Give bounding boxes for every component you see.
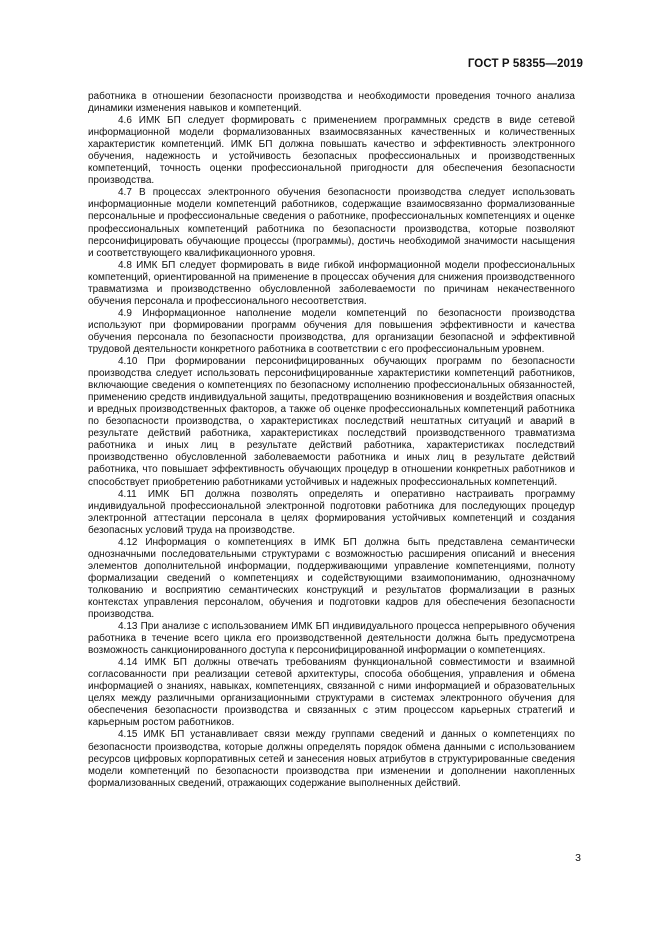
paragraph-4-14: 4.14 ИМК БП должны отвечать требованиям функциональной совместимости и взаимной согласованности при реализации сетевой архитектуры, способа обобщения, управления и обмена информацией о знаниях, навыках, компетенциях, связанной с ними информацией и образовательных целях между различными организационными структурами в системах электронного обучения для обеспечения безопасности производства и связанных с этим процессом карьерных стратегий и карьерным ростом работников. <box>88 657 575 729</box>
standard-code: ГОСТ Р 58355—2019 <box>467 58 583 70</box>
paragraph-4-12: 4.12 Информация о компетенциях в ИМК БП должна быть представлена семантически однозначными последовательными структурами с возможностью расширения описаний и внесения элементов дополнительной информации, поддерживающими управление компетенциями, полноту формализации сведений о компетенциях и содействующими взаимопониманию, однозначному толкованию и восприятию семантических конструкций и результатов формализации в разных контекстах управления персоналом, обучения и подготовки кадров для обеспечения безопасности производства. <box>88 536 575 621</box>
paragraph-4-13: 4.13 При анализе с использованием ИМК БП индивидуального процесса непрерывного обучения работника в течение всего цикла его производственной деятельности должна быть предусмотрена возможность санкционированного доступа к персонифицированной информации о компетенциях. <box>88 621 575 657</box>
paragraph-4-11: 4.11 ИМК БП должна позволять определять и оперативно настраивать программу индивидуальной профессиональной электронной подготовки работника для последующих процедур электронной аттестации персонала в целях формирования устойчивых компетенций и создания безопасных условий труда на производстве. <box>88 488 575 536</box>
document-body <box>88 91 575 790</box>
paragraph-4-6: 4.6 ИМК БП следует формировать с применением программных средств в виде сетевой информационной модели формализованных взаимосвязанных качественных и количественных характеристик компетенций. ИМК БП должна повышать качество и эффективность электронного обучения, надежность и устойчивость безопасных профессиональных и производственных компетенций, точность оценки профессиональной пригодности для обеспечения безопасности производства. <box>88 115 575 187</box>
paragraph-4-8: 4.8 ИМК БП следует формировать в виде гибкой информационной модели профессиональных компетенций, ориентированной на применение в процессах обучения для снижения производственного травматизма и производственно обусловленной заболеваемости по причинам некачественного обучения персонала и профессионального несоответствия. <box>88 259 575 307</box>
paragraph-4-10: 4.10 При формировании персонифицированных обучающих программ по безопасности производства следует использовать персонифицированные характеристики компетенций работников, включающие сведения о компетенциях по безопасному исполнению профессиональных обязанностей, применению средств индивидуальной защиты, предотвращению возникновения и воздействия опасных и вредных производственных факторов, а также об оценке профессиональных компетенций работника по безопасности производства, о характеристиках последствий нештатных ситуаций и аварий в результате действий работника, характеристиках последствий производственного травматизма работника и иных лиц в результате действий работника, характеристиках последствий производственно обусловленной заболеваемости работника и иных лиц в результате действий работника, что повышает эффективность обучающих процедур в отношении конкретных работников и способствует приобретению работниками устойчивых и надежных профессиональных компетенций. <box>88 356 575 488</box>
paragraph-4-15: 4.15 ИМК БП устанавливает связи между группами сведений и данных о компетенциях по безопасности производства, которые должны определять порядок обмена данными с использованием ресурсов цифровых корпоративных сетей и занесения новых атрибутов в структурированные сведения модели компетенций по безопасности производства при изменении и дополнении накопленных формализованных сведений, отражающих содержание выполненных действий. <box>88 729 575 789</box>
page-number: 3 <box>575 852 581 864</box>
paragraph-4-9: 4.9 Информационное наполнение модели компетенций по безопасности производства используют при формировании программ обучения для повышения эффективности и качества обучения персонала по безопасности производства, для организации безопасной и эффективной трудовой деятельности конкретного работника в соответствии с его профессиональным уровнем. <box>88 307 575 355</box>
paragraph-4-7: 4.7 В процессах электронного обучения безопасности производства следует использовать информационные модели компетенций работников, содержащие взаимосвязанно формализованные персональные и профессиональные сведения о работнике, профессиональных компетенциях и оценке профессиональных компетенций работника по безопасности производства, которые позволяют персонифицировать обучающие процессы (программы), достичь необходимой значимости насыщения и соответствующего квалификационного уровня. <box>88 187 575 259</box>
paragraph-continuation: работника в отношении безопасности производства и необходимости проведения точного анализа динамики изменения навыков и компетенций. <box>88 91 575 115</box>
